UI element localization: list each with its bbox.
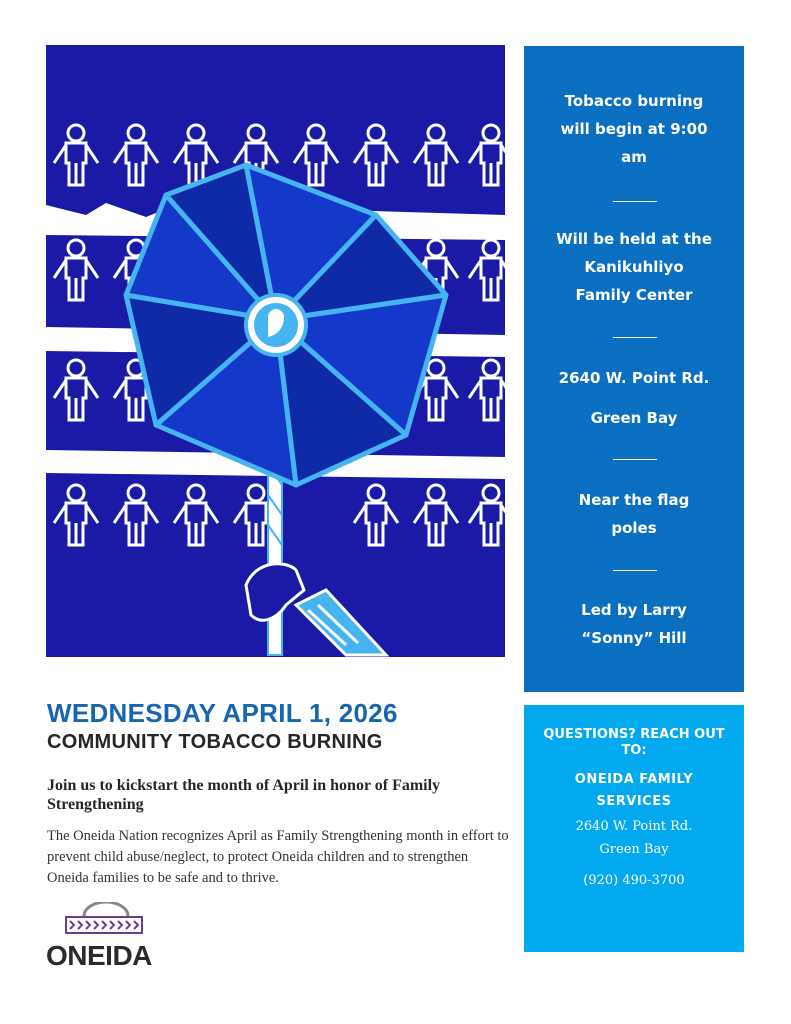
location-line-1: Will be held at the <box>556 230 712 248</box>
intro-text: Join us to kickstart the month of April in honor of Family Strengthening <box>47 777 441 813</box>
event-title: COMMUNITY TOBACCO BURNING <box>47 731 383 753</box>
start-time-line-3: am <box>621 148 647 166</box>
contact-heading-line-2: TO: <box>621 743 647 758</box>
location-line-3: Family Center <box>575 286 693 304</box>
organization-line-2: SERVICES <box>596 794 672 809</box>
description-text: The Oneida Nation recognizes April as Family Strengthening month in effort to prevent child abuse/neglect, to protect Oneida children and to strengthen Oneida families to be safe and to thrive. <box>47 828 509 886</box>
hero-illustration <box>46 45 505 657</box>
contact-heading <box>524 727 744 759</box>
contact-address-line-2: Green Bay <box>599 842 669 857</box>
leader-line-1: Led by Larry <box>581 601 687 619</box>
spot-line-2: poles <box>611 519 657 537</box>
oneida-logo-mark <box>46 902 161 942</box>
contact-phone[interactable]: (920) 490-3700 <box>583 873 685 888</box>
separator <box>613 570 657 571</box>
oneida-wordmark: ONEIDA <box>46 940 152 971</box>
location-line-2: Kanikuhliyo <box>584 258 684 276</box>
oneida-logo <box>46 902 161 972</box>
organization-name <box>524 769 744 813</box>
separator <box>613 201 657 202</box>
separator <box>613 459 657 460</box>
spot-line-1: Near the flag <box>578 491 690 509</box>
contact-heading-line-1: QUESTIONS? REACH OUT <box>543 727 725 742</box>
address-line-1: 2640 W. Point Rd. <box>558 369 710 387</box>
event-date: WEDNESDAY APRIL 1, 2026 <box>47 698 398 728</box>
separator <box>613 337 657 338</box>
event-details-panel <box>524 46 744 692</box>
organization-line-1: ONEIDA FAMILY <box>574 772 694 787</box>
address-line-2: Green Bay <box>590 409 678 427</box>
contact-address-line-1: 2640 W. Point Rd. <box>575 819 693 834</box>
start-time-line-1: Tobacco burning <box>564 92 704 110</box>
contact-address <box>524 815 744 861</box>
leader-line-2: “Sonny” Hill <box>581 629 687 647</box>
start-time-line-2: will begin at 9:00 <box>560 120 708 138</box>
contact-panel <box>524 705 744 952</box>
